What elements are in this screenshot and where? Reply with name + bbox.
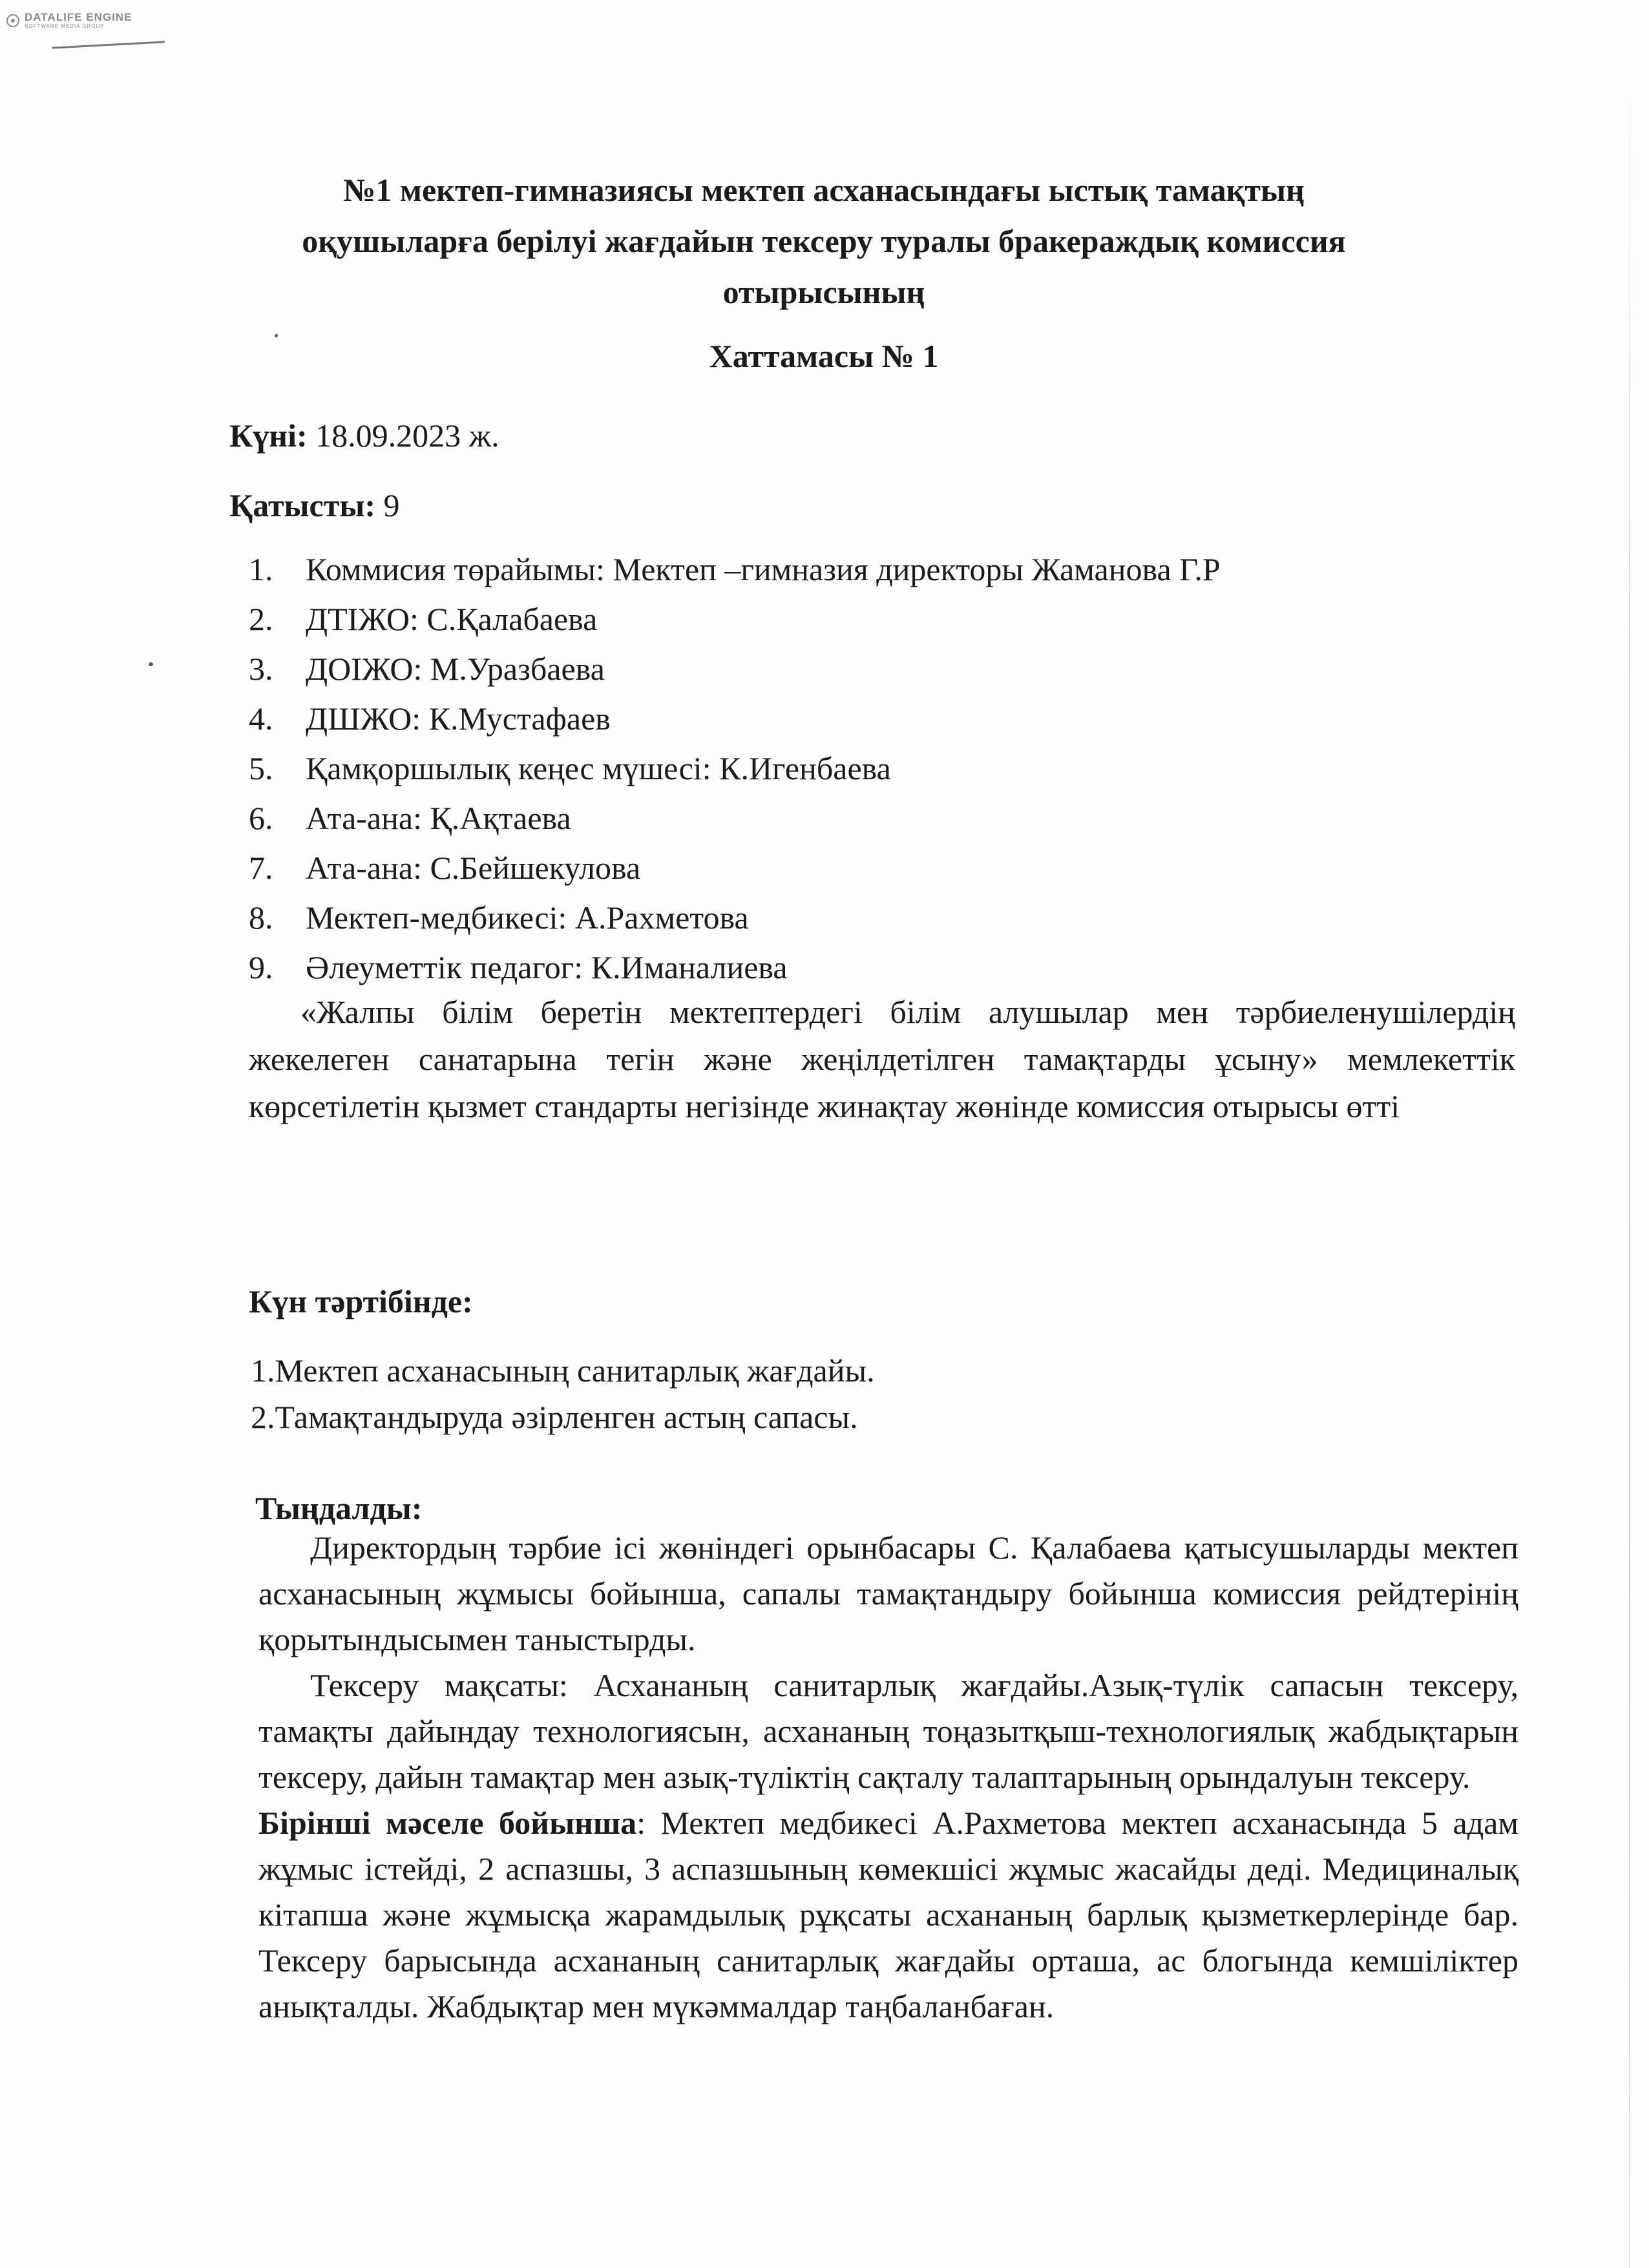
intro-paragraph: «Жалпы білім беретін мектептердегі білім алушылар мен тәрбиеленушілердің жекелеген санатарына тегін және жеңілдетілген тамақтарды ұсыну» мемлекеттік көрсетілетін қызмет стандарты негізінде жинақтау жөнінде комиссия отырысы өтті (249, 994, 1515, 1124)
agenda-item: 2.Тамақтандыруда әзірленген астың сапасы. (251, 1399, 858, 1435)
member-item: 5. Қамқоршылық кеңес мүшесі: К.Игенбаева (249, 750, 891, 786)
document-title (194, 165, 1454, 318)
title-line-3: отырысының (722, 274, 925, 310)
member-item: 8. Мектеп-медбикесі: А.Рахметова (249, 899, 749, 936)
title-line-2: оқушыларға берілуі жағдайын тексеру туралы бракераждық комиссия (302, 223, 1346, 259)
scan-edge-line (1629, 0, 1630, 2268)
heard-section (258, 1525, 1518, 2030)
member-item: 2. ДТІЖО: С.Қалабаева (249, 601, 598, 637)
agenda-heading: Күн тәртібінде: (249, 1283, 473, 1319)
pen-mark (52, 41, 165, 48)
watermark (6, 12, 132, 29)
scan-speck (149, 662, 153, 666)
protocol-number: Хаттамасы № 1 (709, 338, 939, 374)
heard-paragraph-3: Бірінші мәселе бойынша: Мектеп медбикесі А.Рахметова мектеп асханасында 5 адам жұмыс істейді, 2 аспазшы, 3 аспазшының көмекшісі жұмыс жасайды деді. Медициналық кітапша және жұмысқа жарамдылық рұқсаты асхананың барлық қызметкерлерінде бар. Тексеру барысында асхананың санитарлық жағдайы орташа, ас блогында кемшіліктер анықталды. Жабдықтар мен мүкәммалдар таңбаланбаған. (258, 1805, 1518, 2024)
member-item: 4. ДШЖО: К.Мустафаев (249, 700, 611, 737)
attendance-count (229, 487, 400, 524)
date-label: Күні: (229, 417, 308, 454)
heard-heading: Тыңдалды: (255, 1490, 423, 1526)
watermark-logo-icon (6, 14, 19, 27)
member-item: 1. Коммисия төрайымы: Мектеп –гимназия директоры Жаманова Г.Р (249, 551, 1221, 587)
member-item: 9. Әлеуметтік педагог: К.Иманалиева (249, 949, 788, 985)
first-issue-label: Бірінші мәселе бойынша (258, 1805, 637, 1841)
scan-speck (275, 334, 278, 337)
members-list (249, 545, 1221, 992)
member-item: 7. Ата-ана: С.Бейшекулова (249, 850, 641, 886)
title-line-1: №1 мектеп-гимназиясы мектеп асханасындағы ыстық тамақтың (343, 172, 1305, 208)
member-item: 3. ДОІЖО: М.Уразбаева (249, 651, 605, 687)
present-value: 9 (375, 487, 400, 523)
date-value: 18.09.2023 ж. (307, 417, 499, 454)
watermark-subtext: SOFTWARE MEDIA GROUP (25, 23, 105, 29)
agenda-list (251, 1347, 875, 1440)
heard-paragraph-2: Тексеру мақсаты: Асхананың санитарлық жағдайы.Азық-түлік сапасын тексеру, тамақты дайындау технологиясын, асхананың тоңазытқыш-технологиялық жабдықтарын тексеру, дайын тамақтар мен азық-түліктің сақталу талаптарының орындалуын тексеру. (258, 1667, 1518, 1795)
heard-paragraph-1: Директордың тәрбие ісі жөніндегі орынбасары С. Қалабаева қатысушыларды мектеп асханасының жұмысы бойынша, сапалы тамақтандыру бойынша комиссия рейдтерінің қорытындысымен таныстырды. (258, 1529, 1518, 1657)
meeting-date (229, 417, 499, 454)
present-label: Қатысты: (229, 487, 376, 523)
agenda-item: 1.Мектеп асханасының санитарлық жағдайы. (251, 1352, 875, 1389)
member-item: 6. Ата-ана: Қ.Ақтаева (249, 800, 571, 836)
watermark-text: DATALIFE ENGINE (25, 11, 132, 23)
